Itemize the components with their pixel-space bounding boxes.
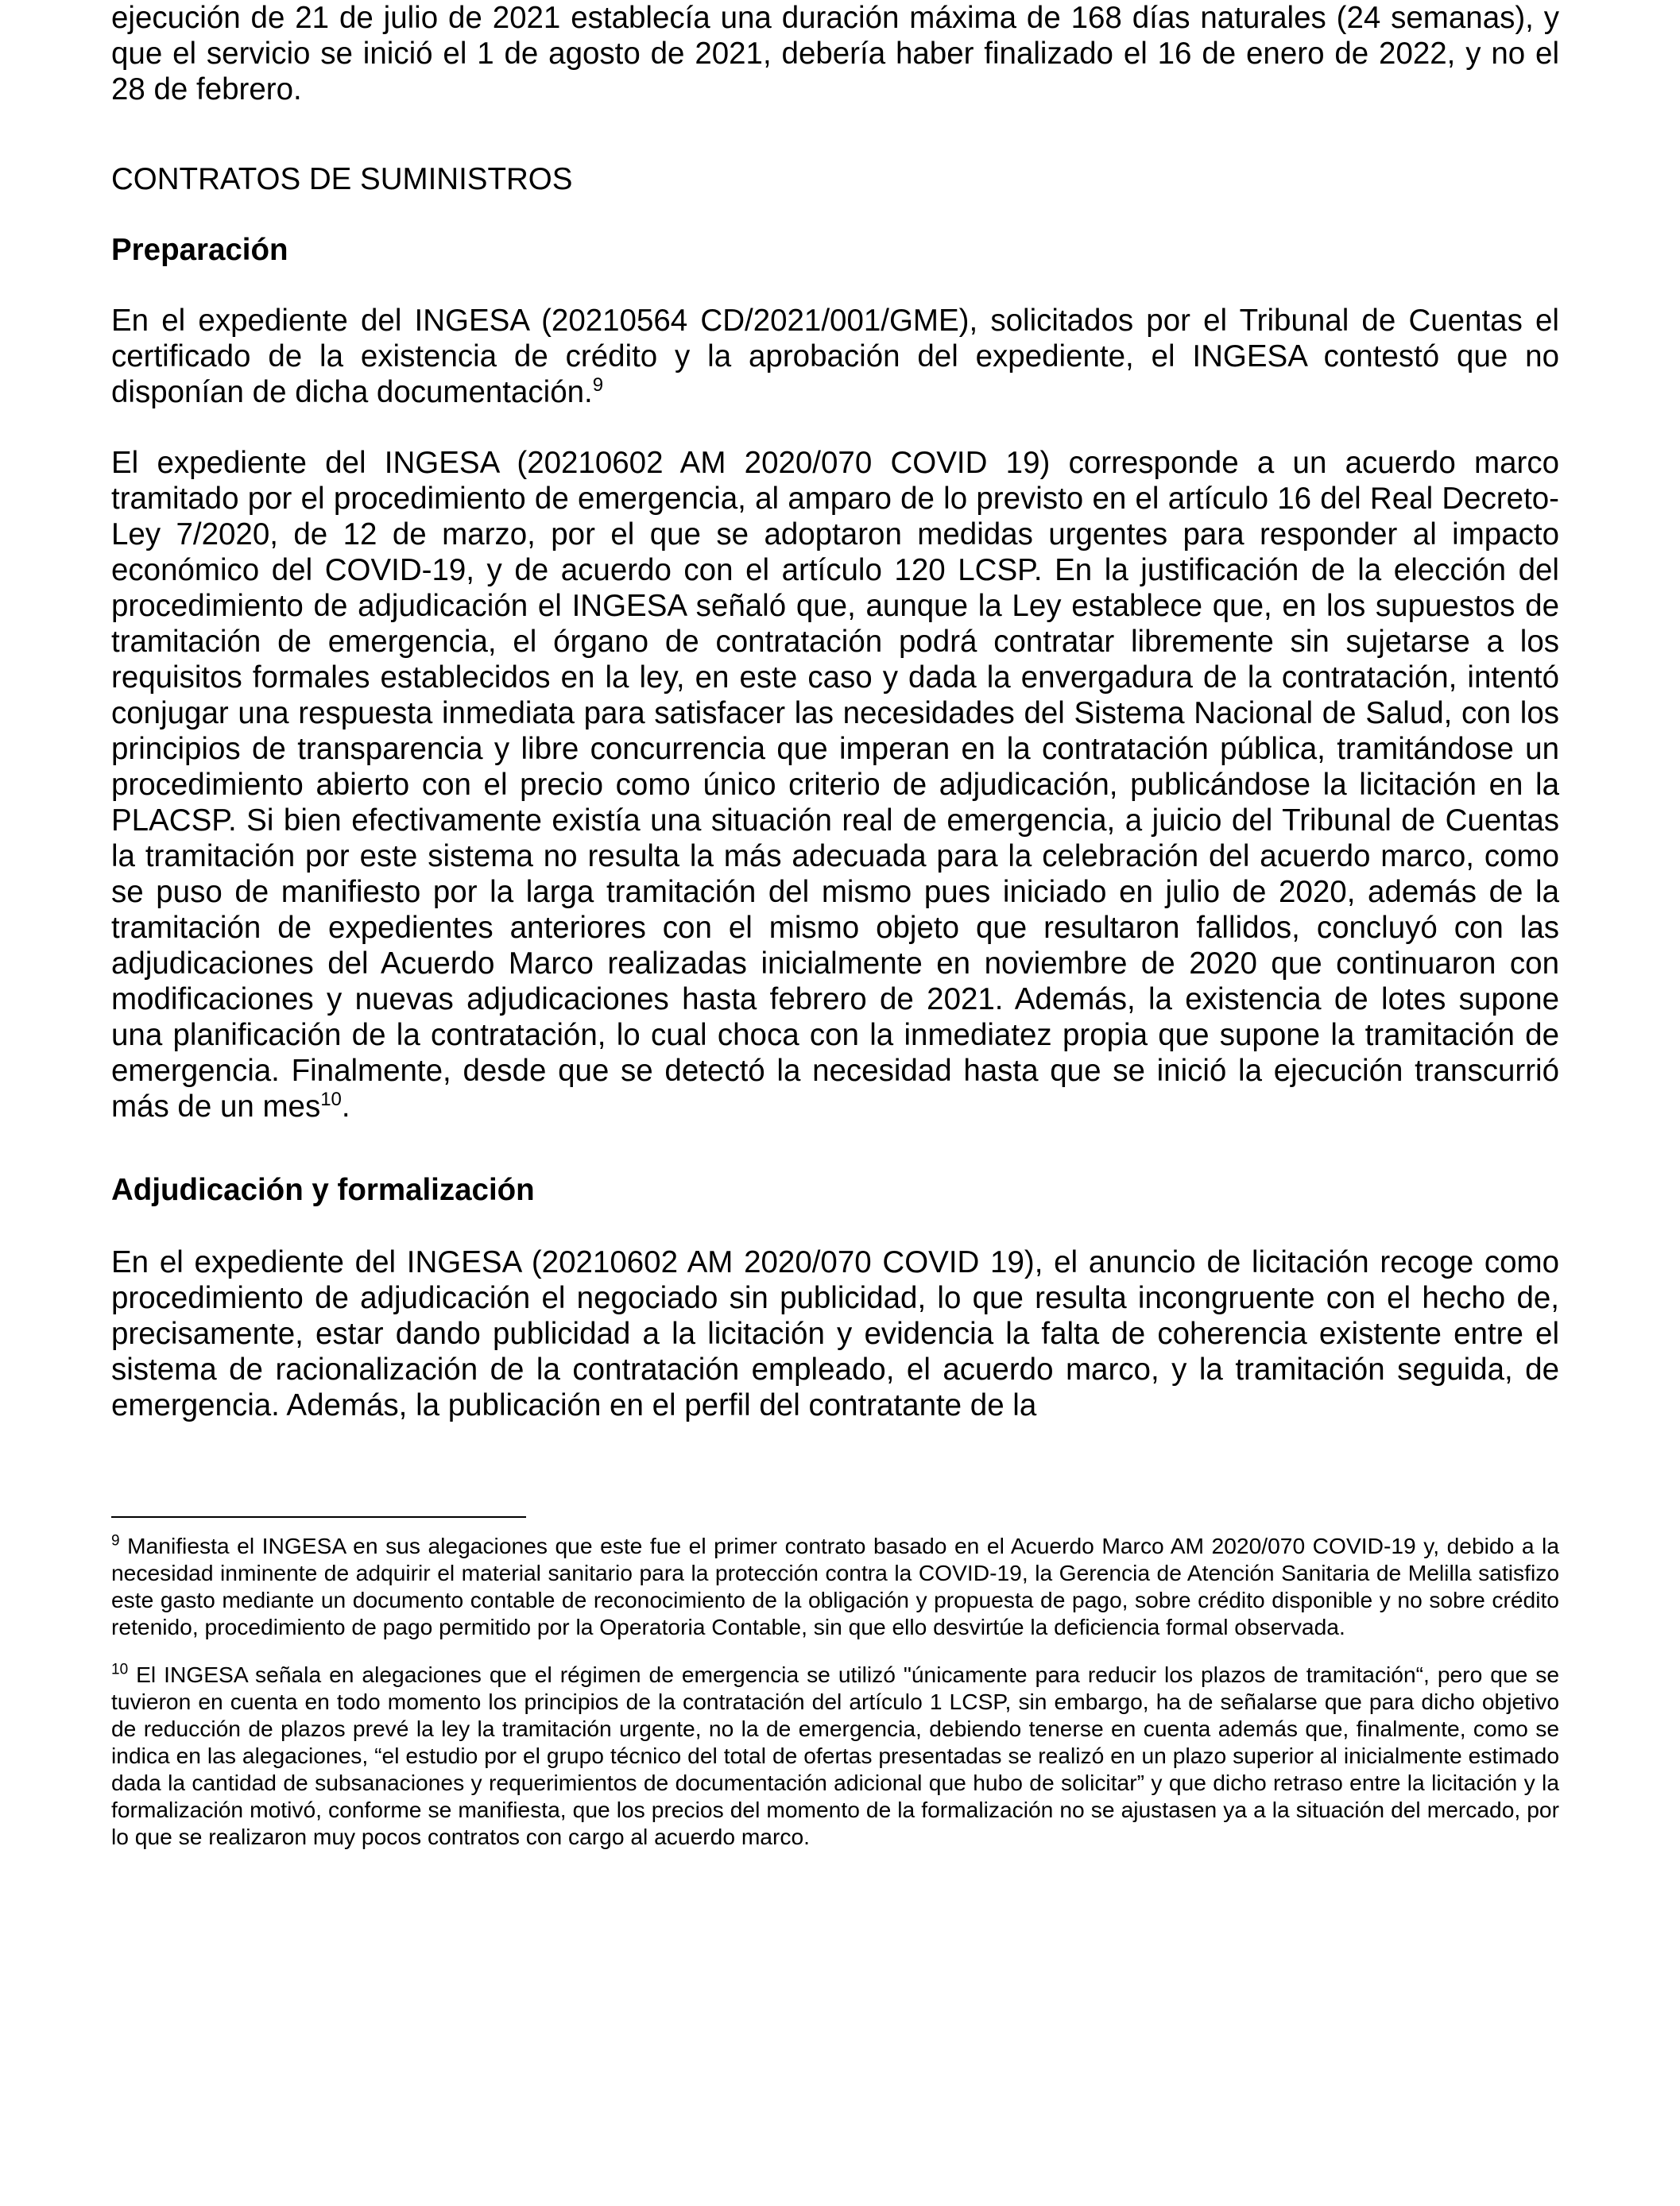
subsection-heading-preparacion: Preparación [111,233,288,267]
intro-paragraph: ejecución de 21 de julio de 2021 establecía una duración máxima de 168 días naturales (24 semanas), y que el servicio se inició el 1 de agosto de 2021, debería haber finalizado el 16 de enero de 2022, y no el 28 de febrero. [111,1,1559,106]
preparacion-paragraph-2 [111,445,1559,1124]
preparacion-paragraph-1 [111,303,1559,410]
footnote-9-text: Manifiesta el INGESA en sus alegaciones que este fue el primer contrato basado en el Acuerdo Marco AM 2020/070 COVID-19 y, debido a la necesidad inminente de adquirir el material sanitario para la protección contra la COVID-19, la Gerencia de Atención Sanitaria de Melilla satisfizo este gasto mediante un documento contable de reconocimiento de la obligación y propuesta de pago, sobre crédito disponible y no sobre crédito retenido, procedimiento de pago permitido por la Operatoria Contable, sin que ello desvirtúe la deficiencia formal observada. [111,1533,1559,1639]
section-heading: CONTRATOS DE SUMINISTROS [111,162,573,196]
preparacion-paragraph-1-text: En el expediente del INGESA (20210564 CD/2021/001/GME), solicitados por el Tribunal de Cuentas el certificado de la existencia de crédito y la aprobación del expediente, el INGESA contestó que no disponían de dicha documentación. [111,304,1559,409]
footnote-separator [111,1516,526,1518]
adjudicacion-paragraph-1: En el expediente del INGESA (20210602 AM 2020/070 COVID 19), el anuncio de licitación recoge como procedimiento de adjudicación el negociado sin publicidad, lo que resulta incongruente con el hecho de, precisamente, estar dando publicidad a la licitación y evidencia la falta de coherencia existente entre el sistema de racionalización de la contratación empleado, el acuerdo marco, y la tramitación seguida, de emergencia. Además, la publicación en el perfil del contratante de la [111,1245,1559,1422]
preparacion-paragraph-2-text: El expediente del INGESA (20210602 AM 2020/070 COVID 19) corresponde a un acuerdo marco tramitado por el procedimiento de emergencia, al amparo de lo previsto en el artículo 16 del Real Decreto-Ley 7/2020, de 12 de marzo, por el que se adoptaron medidas urgentes para responder al impacto económico del COVID-19, y de acuerdo con el artículo 120 LCSP. En la justificación de la elección del procedimiento de adjudicación el INGESA señaló que, aunque la Ley establece que, en los supuestos de tramitación de emergencia, el órgano de contratación podrá contratar libremente sin sujetarse a los requisitos formales establecidos en la ley, en este caso y dada la envergadura de la contratación, intentó conjugar una respuesta inmediata para satisfacer las necesidades del Sistema Nacional de Salud, con los principios de transparencia y libre concurrencia que imperan en la contratación pública, tramitándose un procedimiento abierto con el precio como único criterio de adjudicación, publicándose la licitación en la PLACSP. Si bien efectivamente existía una situación real de emergencia, a juicio del Tribunal de Cuentas la tramitación por este sistema no resulta la más adecuada para la celebración del acuerdo marco, como se puso de manifiesto por la larga tramitación del mismo pues iniciado en julio de 2020, además de la tramitación de expedientes anteriores con el mismo objeto que resultaron fallidos, concluyó con las adjudicaciones del Acuerdo Marco realizadas inicialmente en noviembre de 2020 que continuaron con modificaciones y nuevas adjudicaciones hasta febrero de 2021. Además, la existencia de lotes supone una planificación de la contratación, lo cual choca con la inmediatez propia que supone la tramitación de emergencia. Finalmente, desde que se detectó la necesidad hasta que se inició la ejecución transcurrió más de un mes [111,446,1559,1124]
preparacion-paragraph-2-end: . [341,1089,350,1124]
footnote-10 [111,1661,1559,1850]
subsection-heading-adjudicacion: Adjudicación y formalización [111,1173,535,1207]
footnote-10-text: El INGESA señala en alegaciones que el régimen de emergencia se utilizó "únicamente para reducir los plazos de tramitación“, pero que se tuvieron en cuenta en todo momento los principios de la contratación del artículo 1 LCSP, sin embargo, ha de señalarse que para dicho objetivo de reducción de plazos prevé la ley la tramitación urgente, no la de emergencia, debiendo tenerse en cuenta además que, finalmente, como se indica en las alegaciones, “el estudio por el grupo técnico del total de ofertas presentadas se realizó en un plazo superior al inicialmente estimado dada la cantidad de subsanaciones y requerimientos de documentación adicional que hubo de solicitar” y que dicho retraso entre la licitación y la formalización motivó, conforme se manifiesta, que los precios del momento de la formalización no se ajustasen ya a la situación del mercado, por lo que se realizaron muy pocos contratos con cargo al acuerdo marco. [111,1662,1559,1849]
footnotes-section [111,1532,1559,1850]
footnote-9 [111,1532,1559,1640]
footnote-10-number: 10 [111,1661,129,1678]
footnote-9-number: 9 [111,1532,120,1550]
footnote-ref-10[interactable]: 10 [320,1089,342,1111]
footnote-ref-9[interactable]: 9 [592,374,604,397]
